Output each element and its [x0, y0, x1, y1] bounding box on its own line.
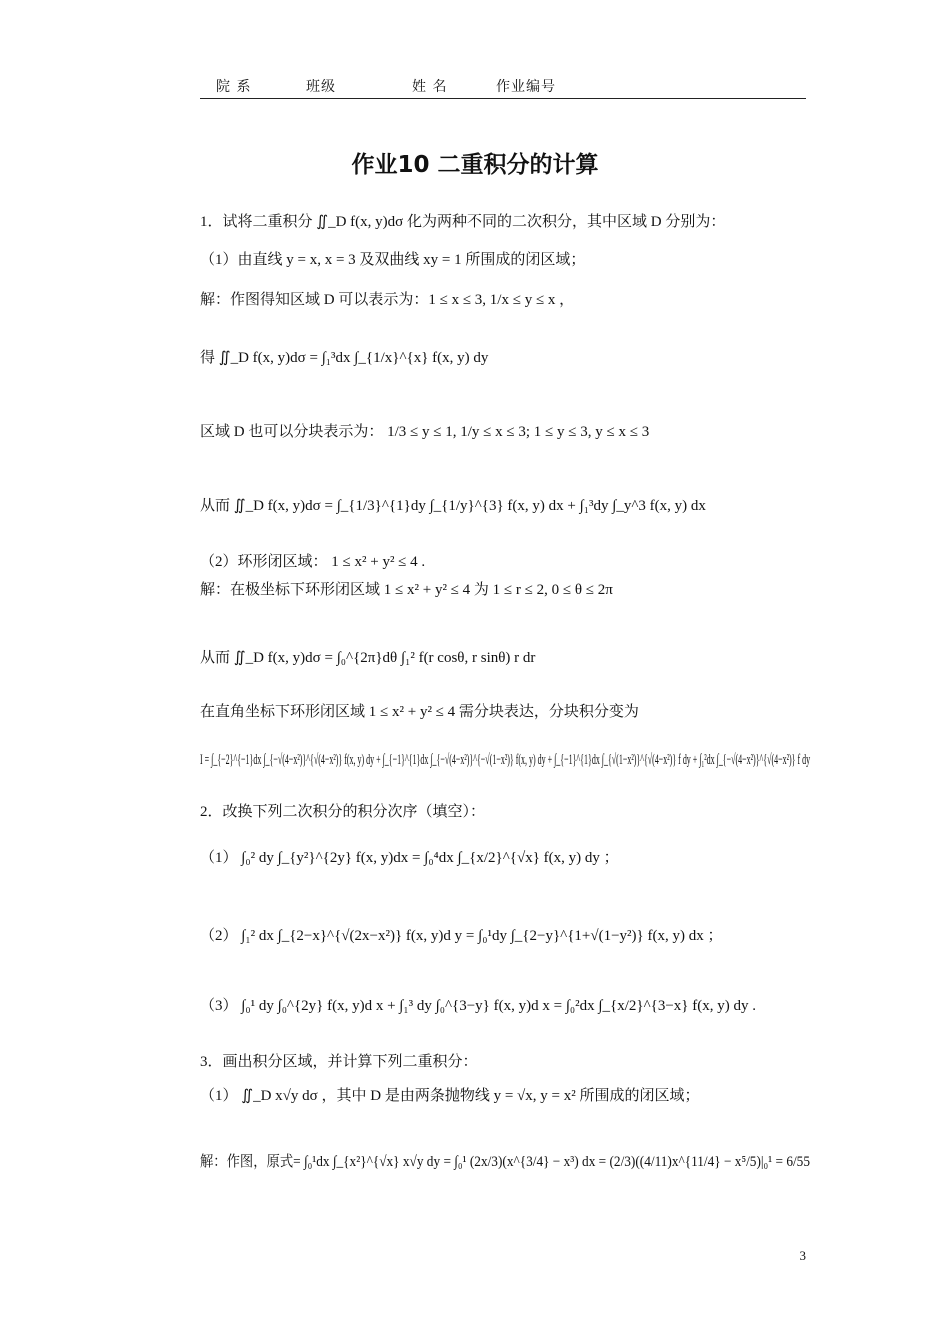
page-number: 3 [799, 1248, 806, 1263]
line-q1_2: （2）环形闭区域： 1 ≤ x² + y² ≤ 4 . [200, 554, 426, 570]
line-s2_1: 解：在极坐标下环形闭区域 1 ≤ x² + y² ≤ 4 为 1 ≤ r ≤ 2, 0 ≤ θ ≤ 2π [200, 582, 613, 598]
line-s2_3: 在直角坐标下环形闭区域 1 ≤ x² + y² ≤ 4 需分块表达，分块积分变为 [200, 704, 639, 720]
line-s2_4: I = ∫_{−2}^{−1}dx ∫_{−√(4−x²)}^{√(4−x²)} f(x, y) dy + ∫_{−1}^{1}dx ∫_{−√(4−x²)}^{−√(1−x²)} f(x, y) dy + ∫_{−1}^{1}dx ∫_{√(1−x²)}^{√(4−x²)} f dy + ∫₁²dx ∫_{−√(4−x²)}^{√(4−x²)} f dy [200, 752, 811, 768]
line-q2_3: （3） ∫₀¹ dy ∫₀^{2y} f(x, y)d x + ∫₁³ dy ∫₀^{3−y} f(x, y)d x = ∫₀²dx ∫_{x/2}^{3−x} f(x, y) dy . [200, 998, 756, 1014]
line-s3_1: 解：作图，原式= ∫₀¹dx ∫_{x²}^{√x} x√y dy = ∫₀¹ (2x/3)(x^{3/4} − x³) dx = (2/3)((4/11)x^{11/4} − x⁵/5)|₀¹ = 6/55 [200, 1154, 810, 1170]
line-q3_1: （1） ∬_D x√y dσ ，其中 D 是由两条抛物线 y = √x, y = x² 所围成的闭区域； [200, 1088, 700, 1104]
page-header [200, 72, 806, 99]
line-q1: 1．试将二重积分 ∬_D f(x, y)dσ 化为两种不同的二次积分，其中区域 D 分别为： [200, 214, 726, 230]
line-s2_2: 从而 ∬_D f(x, y)dσ = ∫₀^{2π}dθ ∫₁² f(r cosθ, r sinθ) r dr [200, 650, 536, 666]
line-q1_1: （1）由直线 y = x, x = 3 及双曲线 xy = 1 所围成的闭区域； [200, 252, 586, 268]
header-dept: 院 系 [216, 79, 252, 95]
header-name: 姓 名 [412, 79, 448, 95]
line-s1_1: 解：作图得知区域 D 可以表示为：1 ≤ x ≤ 3, 1/x ≤ y ≤ x ， [200, 292, 575, 308]
header-class: 班级 [306, 79, 336, 95]
line-s1_3: 区域 D 也可以分块表示为： 1/3 ≤ y ≤ 1, 1/y ≤ x ≤ 3; 1 ≤ y ≤ 3, y ≤ x ≤ 3 [200, 424, 650, 440]
line-q2_2: （2） ∫₁² dx ∫_{2−x}^{√(2x−x²)} f(x, y)d y = ∫₀¹dy ∫_{2−y}^{1+√(1−y²)} f(x, y) dx ； [200, 928, 723, 944]
line-q3: 3．画出积分区域，并计算下列二重积分： [200, 1054, 478, 1070]
line-q2_1: （1） ∫₀² dy ∫_{y²}^{2y} f(x, y)dx = ∫₀⁴dx ∫_{x/2}^{√x} f(x, y) dy ； [200, 850, 619, 866]
line-s1_4: 从而 ∬_D f(x, y)dσ = ∫_{1/3}^{1}dy ∫_{1/y}^{3} f(x, y) dx + ∫₁³dy ∫_y^3 f(x, y) dx [200, 498, 706, 514]
header-hwno: 作业编号 [496, 79, 556, 95]
page-title: 作业10 二重积分的计算 [351, 152, 599, 178]
line-q2: 2．改换下列二次积分的积分次序（填空）： [200, 804, 486, 820]
line-s1_2: 得 ∬_D f(x, y)dσ = ∫₁³dx ∫_{1/x}^{x} f(x, y) dy [200, 350, 489, 366]
